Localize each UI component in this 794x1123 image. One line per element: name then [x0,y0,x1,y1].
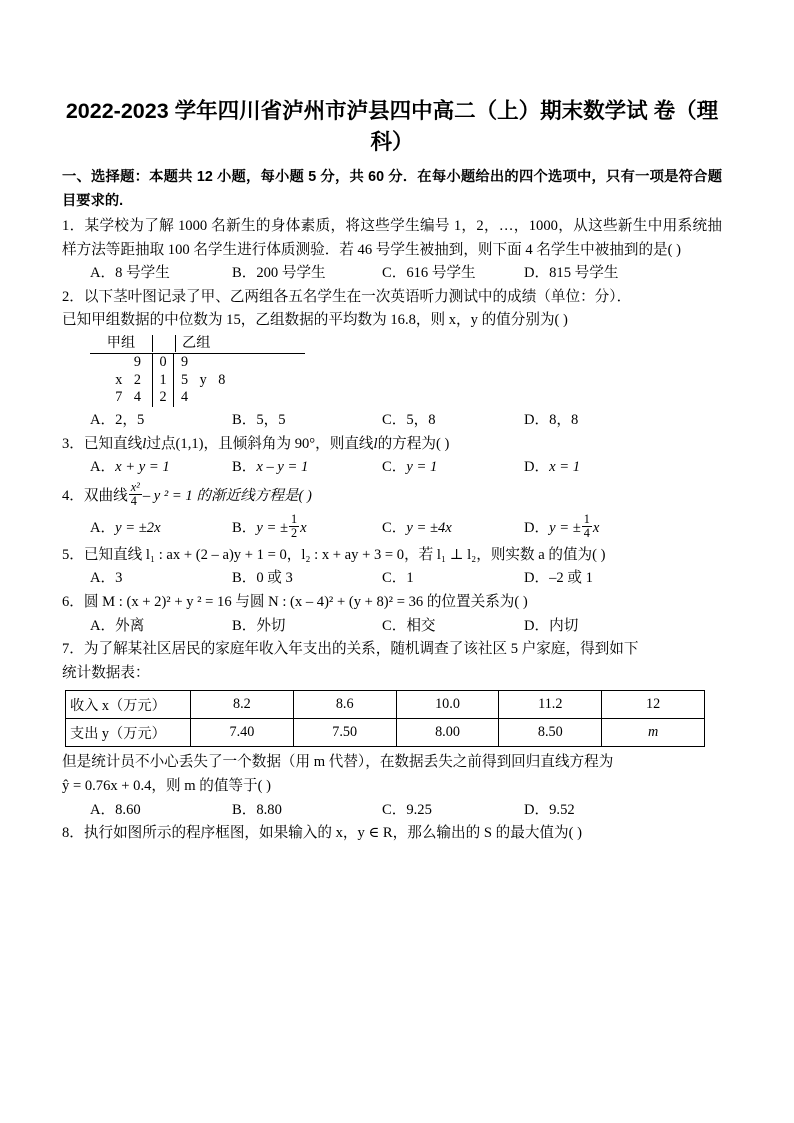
table-row-header-income: 收入 x（万元） [66,691,191,719]
option-7-b[interactable]: B．8.80 [232,801,282,818]
stem-leaf-header [90,335,305,355]
table-cell-income-2: 8.6 [293,691,396,719]
option-4-d[interactable] [524,512,599,544]
option-3-d-label: D． [524,459,550,476]
option-4-a-label: A． [90,519,116,536]
question-7-after-line1: 但是统计员不小心丢失了一个数据（用 m 代替），在数据丢失之前得到回归直线方程为 [62,754,614,771]
option-4-d-pre: y = ± [549,519,581,536]
question-3-options [62,456,722,480]
stem-leaf-right-leaves: 9 [181,354,193,371]
question-8-stem: 8．执行如图所示的程序框图，如果输入的 x，y ∈ R，那么输出的 S 的最大值为( ) [62,825,582,842]
option-4-b-pre: y = ± [256,519,288,536]
option-3-b-label: B． [232,459,257,476]
question-7-data-table [65,690,705,747]
option-4-b-fraction [289,513,299,540]
stem-leaf-header-left: 甲组 [106,334,136,351]
option-1-a[interactable]: A．8 号学生 [90,265,170,282]
option-3-d-expr: x = 1 [549,459,581,476]
option-4-c-label: C． [382,519,407,536]
question-4-stem-pre: 4．双曲线 [62,487,128,504]
question-3-stem-pre: 3．已知直线 [62,435,143,452]
option-3-b-expr: x – y = 1 [256,459,309,476]
option-6-a[interactable]: A．外离 [90,617,145,634]
option-5-c[interactable]: C．1 [382,570,414,587]
question-1-options [62,262,722,286]
option-4-c[interactable] [382,512,452,544]
option-5-b[interactable]: B．0 或 3 [232,570,293,587]
stem-leaf-row [90,389,305,407]
stem-leaf-left-leaves: 7 4 [115,389,145,406]
stem-leaf-row [90,354,305,372]
option-4-c-expr: y = ±4x [406,519,452,536]
table-cell-income-5: 12 [602,691,705,719]
stem-leaf-header-right: 乙组 [182,334,211,351]
option-4-b[interactable] [232,512,307,544]
option-6-b[interactable]: B．外切 [232,617,286,634]
question-7-stem-line1: 7．为了解某社区居民的家庭年收入年支出的关系，随机调查了该社区 5 户家庭，得到如下 [62,641,639,658]
question-4-fraction [129,481,142,508]
table-cell-expense-5: m [602,719,705,747]
option-3-b[interactable] [232,456,308,480]
question-4-fraction-numerator: x² [130,480,140,495]
option-3-c[interactable] [382,456,437,480]
question-2-stem-line2: 已知甲组数据的中位数为 15，乙组数据的平均数为 16.8，则 x，y 的值分别为( ) [62,312,568,329]
option-3-c-label: C． [382,459,407,476]
option-2-c[interactable]: C．5，8 [382,411,436,428]
option-3-a[interactable] [90,456,170,480]
option-2-b[interactable]: B．5，5 [232,411,286,428]
page-title [62,96,722,158]
question-7-stem-line2: 统计数据表： [62,664,150,681]
option-4-d-post: x [592,519,600,536]
option-7-a[interactable]: A．8.60 [90,801,141,818]
question-5-stem: 5．已知直线 l₁ : ax + (2 – a)y + 1 = 0，l₂ : x + ay + 3 = 0，若 l₁ ⊥ l₂，则实数 a 的值为( ) [62,546,606,563]
table-row [66,719,705,747]
option-3-d[interactable] [524,456,580,480]
stem-leaf-header-stem [152,335,176,353]
stem-leaf-left-leaves: 9 [133,354,145,371]
table-cell-expense-1: 7.40 [191,719,294,747]
option-3-c-expr: y = 1 [406,459,438,476]
table-cell-expense-3: 8.00 [396,719,499,747]
option-2-a[interactable]: A．2，5 [90,411,145,428]
stem-leaf-row [90,372,305,390]
question-3-line-symbol: l [142,435,147,452]
question-4-options [62,512,722,544]
option-1-b[interactable]: B．200 号学生 [232,265,326,282]
question-4-fraction-denominator: 4 [129,494,142,508]
table-row [66,691,705,719]
stem-leaf-stem-value: 2 [152,389,174,407]
option-4-b-denominator: 2 [290,525,298,540]
table-cell-expense-4: 8.50 [499,719,602,747]
table-cell-income-4: 11.2 [499,691,602,719]
table-cell-income-3: 10.0 [396,691,499,719]
option-4-d-denominator: 4 [583,525,590,540]
option-5-d[interactable]: D．–2 或 1 [524,570,593,587]
question-6-options [62,615,722,639]
option-4-a[interactable] [90,512,161,544]
option-7-d[interactable]: D．9.52 [524,801,575,818]
option-3-a-expr: x + y = 1 [115,459,170,476]
page-title-line2: 卷（理科） [370,99,719,154]
question-4-stem-mid: – y ² = 1 的渐近线方程是( ) [142,487,312,504]
stem-leaf-stem-value: 1 [152,372,174,390]
option-2-d[interactable]: D．8，8 [524,411,579,428]
option-1-c[interactable]: C．616 号学生 [382,265,476,282]
option-4-a-expr: y = ±2x [115,519,161,536]
question-6-stem: 6．圆 M : (x + 2)² + y ² = 16 与圆 N : (x – 4)² + (y + 8)² = 36 的位置关系为( ) [62,593,528,610]
question-4-stem [62,480,722,512]
option-4-d-label: D． [524,519,550,536]
question-2-stem-line1: 2．以下茎叶图记录了甲、乙两组各五名学生在一次英语听力测试中的成绩（单位：分）． [62,288,632,305]
question-3-stem-post: 的方程为( ) [377,435,450,452]
table-row-header-expense: 支出 y（万元） [66,719,191,747]
stem-leaf-right-leaves: 5 y 8 [181,371,230,388]
stem-leaf-stem-value: 0 [152,354,174,372]
option-1-d[interactable]: D．815 号学生 [524,265,619,282]
option-7-c[interactable]: C．9.25 [382,801,432,818]
table-cell-income-1: 8.2 [191,691,294,719]
stem-leaf-left-leaves: x 2 [115,371,145,388]
option-3-a-label: A． [90,459,116,476]
stem-and-leaf-plot [90,335,305,407]
option-4-b-numerator: 1 [290,512,298,527]
question-3-line-symbol-2: l [373,435,378,452]
option-6-c[interactable]: C．相交 [382,617,436,634]
stem-leaf-right-leaves: 4 [181,389,193,406]
question-2-options [62,409,722,433]
option-4-d-numerator: 1 [583,512,590,527]
question-3-stem [62,433,722,457]
question-5-options [62,567,722,591]
table-cell-expense-2: 7.50 [293,719,396,747]
question-7-options [62,799,722,823]
question-3-stem-mid: 过点(1,1)，且倾斜角为 90°，则直线 [146,435,374,452]
option-4-d-fraction [582,513,592,540]
option-4-b-label: B． [232,519,257,536]
page-title-line1: 2022-2023 学年四川省泸州市泸县四中高二（上）期末数学试 [65,99,648,123]
option-5-a[interactable]: A．3 [90,570,123,587]
section-heading: 一、选择题：本题共 12 小题，每小题 5 分，共 60 分．在每小题给出的四个选项中，只有一项是符合题目要求的. [62,169,722,209]
page-content [62,96,722,846]
question-7-after-line2: ŷ = 0.76x + 0.4，则 m 的值等于( ) [62,777,272,794]
question-1-stem: 1．某学校为了解 1000 名新生的身体素质，将这些学生编号 1，2，…，1000，从这些新生中用系统抽样方法等距抽取 100 名学生进行体质测验．若 46 号学生被抽到，则下面 4 名学生中被抽到的是( ) [62,218,722,258]
option-4-b-post: x [300,519,307,536]
option-6-d[interactable]: D．内切 [524,617,579,634]
